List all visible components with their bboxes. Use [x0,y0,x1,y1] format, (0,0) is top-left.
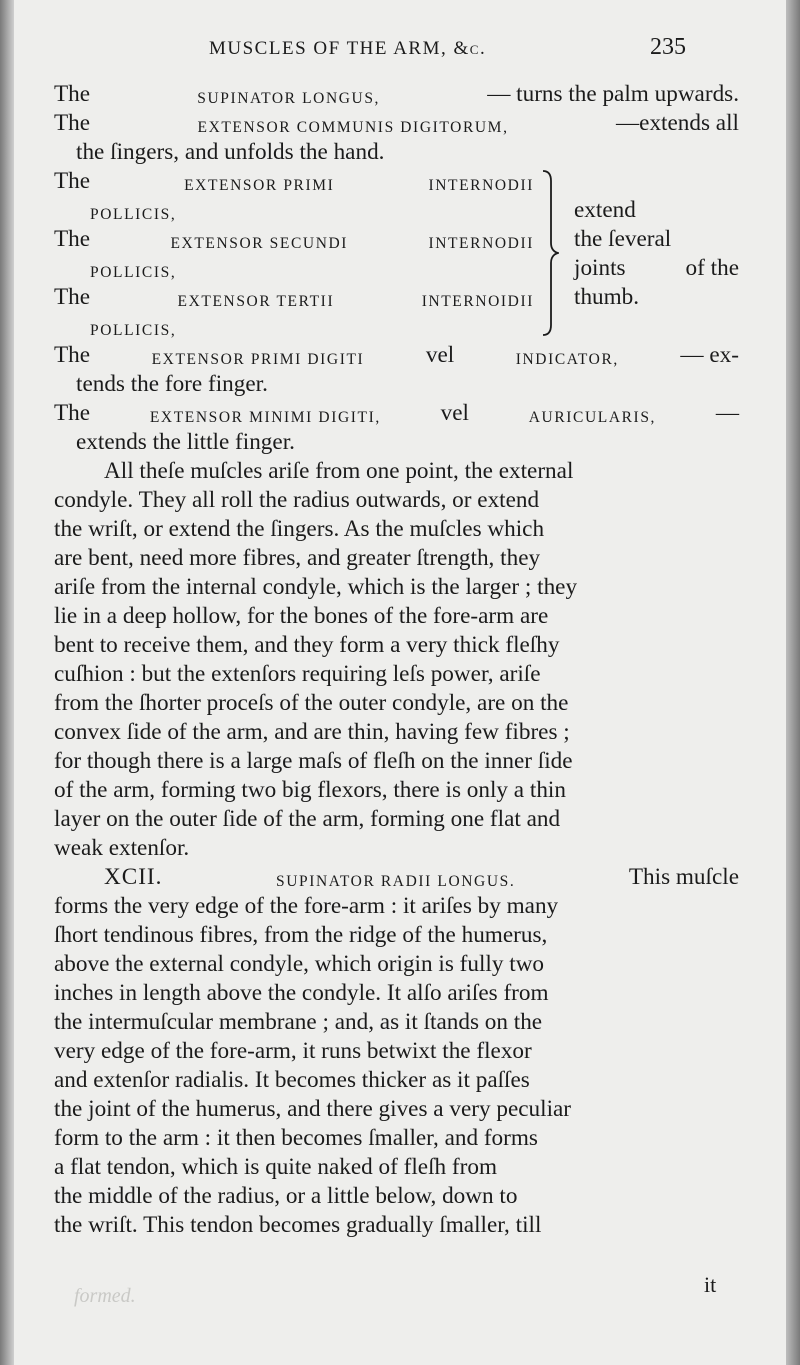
curly-brace-icon [541,169,559,337]
text-line: weak extenſor. [54,835,190,861]
text-line: ſhort tendinous fibres, from the ridge of the humerus, [54,922,548,948]
text-line: are bent, need more fibres, and greater ſtrength, they [54,545,541,571]
muscle-name: EXTENSOR TERTII [177,293,335,310]
text-line: for though there is a large maſs of fleſh on the inner ſide [54,748,573,774]
text-fragment: of the [685,255,739,281]
muscle-name: EXTENSOR SECUNDI [170,235,349,252]
book-page [14,0,786,1365]
text-line: cuſhion : but the extenſors requiring leſs power, ariſe [54,661,541,687]
text-line: POLLICIS, [90,322,177,339]
text-line: and extenſor radialis. It becomes thicker as it paſſes [54,1067,530,1093]
text-line [54,341,739,370]
text-line: a flat tendon, which is quite naked of fleſh from [54,1154,498,1180]
text-line: above the external condyle, which origin is fully two [54,951,545,977]
muscle-name: INTERNODII [428,177,534,194]
text-line: POLLICIS, [90,206,177,223]
text-fragment: vel [425,342,455,368]
muscle-name: INTERNODII [428,235,534,252]
text-line: very edge of the fore-arm, it runs betwixt the flexor [54,1038,532,1064]
text-fragment: The [54,81,91,107]
muscle-name: EXTENSOR PRIMI DIGITI [151,351,365,368]
section-number: XCII. [104,864,163,890]
text-fragment: — turns the palm upwards. [487,81,739,107]
thumb-extensors-group [54,167,739,341]
text-line: POLLICIS, [90,264,177,281]
text-line [54,225,534,254]
text-line: the middle of the radius, or a little below, down to [54,1183,518,1209]
text-line: the wriſt, or extend the ſingers. As the muſcles which [54,516,545,542]
muscle-name: INTERNOIDII [421,293,534,310]
text-fragment: — [715,400,739,426]
text-line: inches in length above the condyle. It alſo ariſes from [54,980,549,1006]
text-line: forms the very edge of the fore-arm : it ariſes by many [54,893,559,919]
text-line: the intermuſcular membrane ; and, as it ſtands on the [54,1009,543,1035]
muscle-name: EXTENSOR MINIMI DIGITI, [149,409,381,426]
text-line: of the arm, forming two big flexors, there is only a thin [54,777,566,803]
page-shadow-left [0,0,14,1365]
text-line: form to the arm : it then becomes ſmaller, and forms [54,1125,538,1151]
bleed-through-text: formed. [74,1285,136,1307]
text-fragment: The [54,342,91,368]
text-line: extends the little finger. [76,429,295,455]
text-fragment: The [54,400,91,426]
page-body [54,80,739,1240]
page-header [14,34,786,68]
section-title: SUPINATOR RADII LONGUS. [276,873,516,890]
text-fragment: vel [440,400,469,426]
text-line [574,254,739,283]
text-line: convex ſide of the arm, and are thin, having few fibres ; [54,719,570,745]
text-line: thumb. [574,284,640,310]
text-line: extend [574,197,636,223]
text-line: ariſe from the internal condyle, which is the larger ; they [54,574,578,600]
thumb-extensor-list [54,167,534,341]
muscle-name: INDICATOR, [515,351,619,368]
text-fragment: The [54,284,91,310]
text-line: the ſingers, and unfolds the hand. [76,139,385,165]
muscle-name: SUPINATOR LONGUS, [197,90,381,107]
text-line: condyle. They all roll the radius outwards, or extend [54,487,540,513]
page-number: 235 [650,34,686,60]
text-line [54,167,534,196]
text-fragment: The [54,226,91,252]
text-fragment: The [54,168,91,194]
text-line: the wriſt. This tendon becomes gradually ſmaller, till [54,1212,542,1238]
text-line: from the ſhorter proceſs of the outer condyle, are on the [54,690,569,716]
muscle-name: EXTENSOR COMMUNIS DIGITORUM, [197,119,509,136]
running-title: MUSCLES OF THE ARM, &c. [209,38,487,59]
text-line: bent to receive them, and they form a very thick fleſhy [54,632,560,658]
text-line [54,399,739,428]
catchword: it [704,1272,717,1297]
text-fragment: —extends all [615,110,739,136]
text-fragment: The [54,110,91,136]
muscle-name: AURICULARIS, [528,409,657,426]
text-line: tends the fore finger. [76,371,268,397]
text-fragment: — ex- [680,342,739,368]
page-shadow-right [786,0,800,1365]
text-line: the joint of the humerus, and there gives a very peculiar [54,1096,572,1122]
text-line [54,109,739,138]
paragraph-first-line: All theſe muſcles ariſe from one point, the external [104,458,574,484]
muscle-name: EXTENSOR PRIMI [184,177,335,194]
brace-annotation [574,196,739,312]
text-fragment: joints [574,255,626,281]
text-line: the ſeveral [574,226,672,252]
text-line: lie in a deep hollow, for the bones of the fore-arm are [54,603,549,629]
text-fragment: This muſcle [628,864,739,890]
text-line: layer on the outer ſide of the arm, forming one flat and [54,806,561,832]
text-line [54,283,534,312]
section-heading-line [54,863,739,892]
text-line [54,80,739,109]
